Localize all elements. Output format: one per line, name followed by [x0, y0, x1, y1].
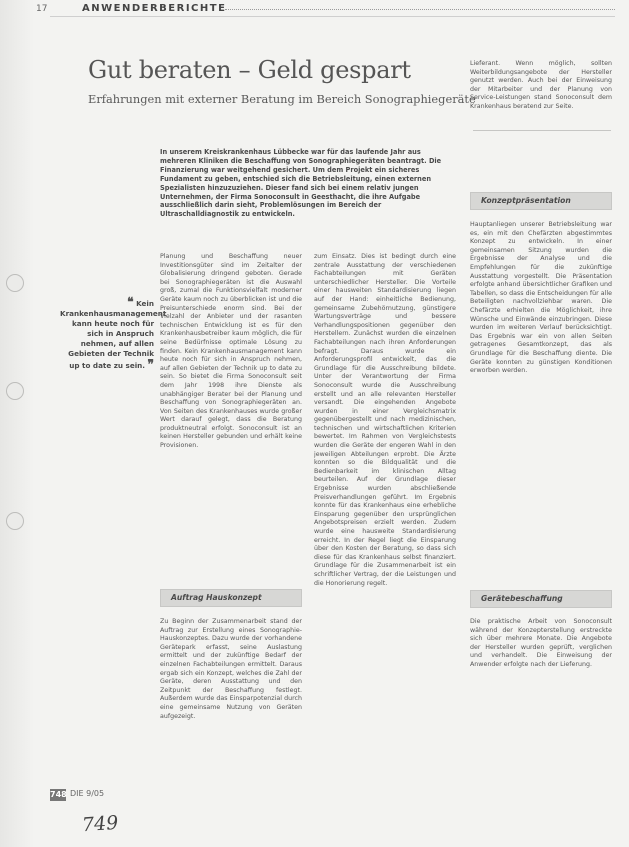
close-quote-icon: ❞: [147, 357, 154, 371]
column-1-text-b: Zu Beginn der Zusammenarbeit stand der Auftrag zur Erstellung eines Sonographie-Hauskonzeptes. Dazu wurde der vorhandene Gerätepark erfasst, seine Auslastung ermittelt und der zukünftige Bedarf der einzelnen Fachabteilungen ermittelt. Daraus ergab sich ein Konzept, welches die Zahl der Geräte, deren Ausstattung und den Zeitpunkt der Beschaffung festlegt. Außerdem wurde das Einsparpotenzial durch eine gemeinsame Nutzung von Geräten aufgezeigt.: [160, 618, 302, 720]
pull-quote-text: Kein Krankenhausmanagement kann heute noch für sich in Anspruch nehmen, auf allen Gebieten der Technik up to date zu sein.: [60, 299, 167, 370]
column-3-text-mid: Hauptanliegen unserer Betriebsleitung war es, ein mit den Chefärzten abgestimmtes Konzept zu entwickeln. In einer gemeinsamen Sitzung wurden die Ergebnisse der Analyse und die Empfehlungen für die zukünftige Ausstattung vorgestellt. Die Präsentation erfolgte anhand übersichtlicher Grafiken und Tabellen, so dass die Entscheidungen für alle Beteiligten nachvollziehbar waren. Die Chefärzte erhielten die Möglichkeit, ihre Wünsche und Einwände einzubringen. Diese wurden im weiteren Verlauf berücksichtigt. Das Ergebnis war ein von allen Seiten getragenes Gesamtkonzept, das als Grundlage für die Beschaffung diente. Die Geräte konnten zu günstigen Konditionen erworben werden.: [470, 221, 612, 375]
punch-hole: [6, 512, 24, 530]
article-title: Gut beraten – Geld gespart: [88, 56, 411, 84]
column-2-text: zum Einsatz. Dies ist bedingt durch eine zentrale Ausstattung der verschiedenen Fachabteilungen mit Geräten unterschiedlicher Hersteller. Die Vorteile einer hausweiten Standardisierung liegen auf der Hand: einheitliche Bedienung, gemeinsame Zubehörnutzung, günstigere Wartungsverträge und bessere Verhandlungspositionen gegenüber den Herstellern. Zunächst wurden die einzelnen Fachabteilungen nach ihren Anforderungen befragt. Daraus wurde ein Anforderungsprofil entwickelt, das die Grundlage für die Ausschreibung bildete. Unter der Verantwortung der Firma Sonoconsult wurde die Ausschreibung erstellt und an alle relevanten Hersteller versandt. Die eingehenden Angebote wurden in einer Vergleichsmatrix gegenübergestellt und nach medizinischen, technischen und wirtschaftlichen Kriterien bewertet. Im Rahmen von Vergleichstests wurden die Geräte der engeren Wahl in den jeweiligen Abteilungen erprobt. Die Ärzte konnten so die Bildqualität und die Bedienbarkeit im klinischen Alltag beurteilen. Auf der Grundlage dieser Ergebnisse wurden abschließende Preisverhandlungen geführt. Im Ergebnis konnte für das Krankenhaus eine erhebliche Einsparung gegenüber den ursprünglichen Angebotspreisen erzielt werden. Zudem wurde eine hausweite Standardisierung erreicht. In der Regel liegt die Einsparung über den Kosten der Beratung, so dass sich diese für das Krankenhaus selbst finanziert. Grundlage für die Zusammenarbeit ist ein schriftlicher Vertrag, der die Leistungen und die Honorierung regelt.: [314, 253, 456, 587]
section-header: ANWENDERBERICHTE: [82, 3, 227, 14]
left-scan-shadow: [0, 0, 34, 847]
punch-hole: [6, 274, 24, 292]
article-intro: In unserem Kreiskrankenhaus Lübbecke war für das laufende Jahr aus mehreren Kliniken die Beschaffung von Sonographiegeräten beantragt. Die Finanzierung war weitgehend gesichert. Um dem Projekt ein sicheres Fundament zu geben, entschied sich die Betriebsleitung, einen externen Spezialisten hinzuzuziehen. Dieser fand sich bei einem relativ jungen Unternehmen, der Firma Sonoconsult in Geesthacht, die ihre Aufgabe ausschließlich darin sieht, Problemlösungen im Bereich der Ultraschalldiagnostik zu entwickeln.: [160, 148, 442, 219]
page-number: 748: [50, 790, 67, 799]
corner-mark: 17: [36, 4, 48, 14]
column-3-text-bottom: Die praktische Arbeit von Sonoconsult während der Konzepterstellung erstreckte sich über mehrere Monate. Die Angebote der Hersteller wurden geprüft, verglichen und verhandelt. Die Einweisung der Anwender erfolgte nach der Lieferung.: [470, 618, 612, 668]
column-1-heading-text: Auftrag Hauskonzept: [171, 593, 262, 602]
column-1-text: Planung und Beschaffung neuer Investitionsgüter sind im Zeitalter der Globalisierung dringend geboten. Gerade bei Sonographiegeräten ist die Auswahl groß, zumal die Funktionsvielfalt moderner Geräte kaum noch zu überblicken ist und die Preisunterschiede enorm sind. Bei der Vielzahl der Anbieter und der rasanten technischen Entwicklung ist es für den Krankenhausbetreiber kaum möglich, die für seine Bedürfnisse optimale Lösung zu finden. Kein Krankenhausmanagement kann heute noch für sich in Anspruch nehmen, auf allen Gebieten der Technik up to date zu sein. So bietet die Firma Sonoconsult seit dem Jahr 1998 ihre Dienste als unabhängiger Berater bei der Planung und Beschaffung von Sonographiegeräten an. Von Seiten des Krankenhauses wurde großer Wert darauf gelegt, dass die Beratung produktneutral erfolgt. Sonoconsult ist an keinen Hersteller gebunden und erhält keine Provisionen.: [160, 253, 302, 450]
punch-hole: [6, 382, 24, 400]
column-3-heading-2: [470, 590, 612, 608]
issue-label: DIE 9/05: [70, 789, 105, 798]
header-rule: [225, 9, 615, 10]
column-3-heading-2-text: Gerätebeschaffung: [481, 594, 563, 603]
header-rule-lower: [50, 16, 615, 17]
handwritten-page-number: 749: [81, 811, 119, 837]
open-quote-icon: ❝: [127, 295, 134, 309]
article-subtitle: Erfahrungen mit externer Beratung im Bereich Sonographiegeräte: [88, 92, 476, 106]
pull-quote: [60, 295, 167, 371]
column-1-heading: [160, 589, 302, 607]
column-3-rule: [473, 130, 611, 131]
column-3-heading-1-text: Konzeptpräsentation: [481, 196, 571, 205]
column-3-heading-1: [470, 192, 612, 210]
column-3-text-top: Lieferant. Wenn möglich, sollten Weiterbildungsangebote der Hersteller genutzt werden. Auch bei der Einweisung der Mitarbeiter und der Planung von Service-Leistungen stand Sonoconsult dem Krankenhaus beratend zur Seite.: [470, 60, 612, 110]
